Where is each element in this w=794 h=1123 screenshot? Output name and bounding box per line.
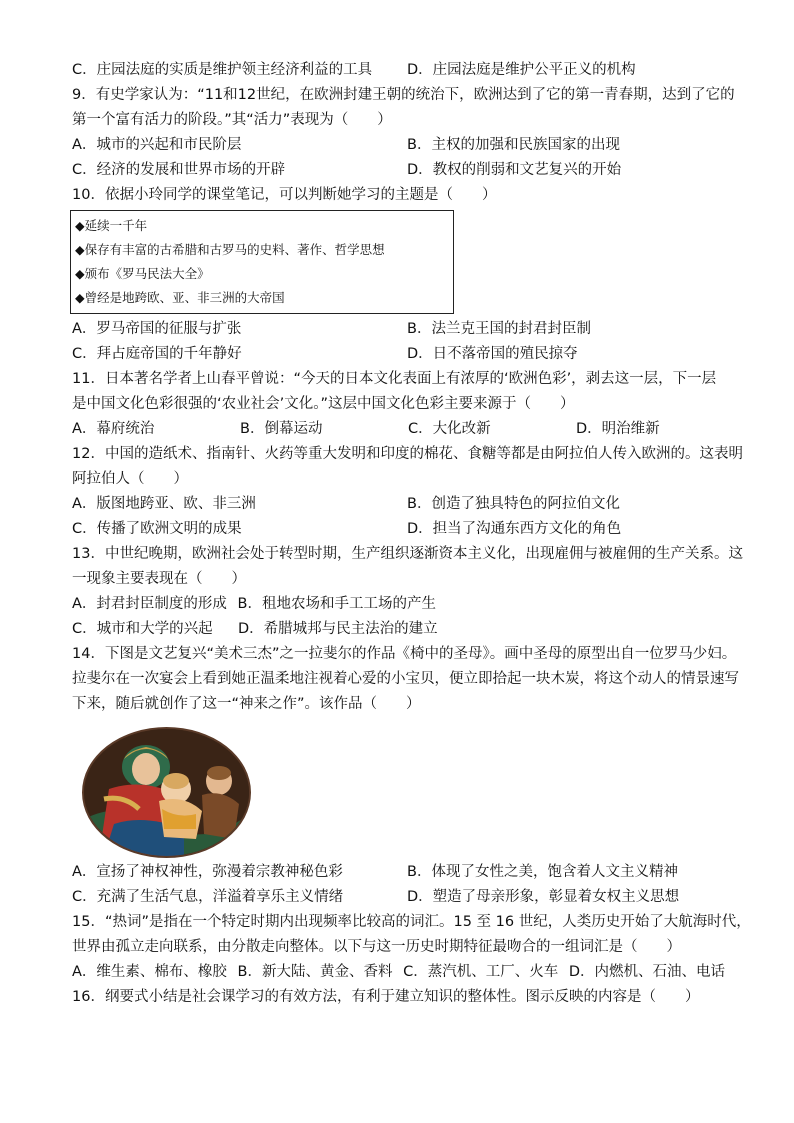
q14-stem-line3: 下来，随后就创作了这一“神来之作”。该作品（ ）: [72, 696, 421, 712]
q15-option-d[interactable]: D．内燃机、石油、电话: [568, 964, 725, 980]
q15-option-b[interactable]: B．新大陆、黄金、香料: [237, 964, 393, 980]
q10-option-b[interactable]: B．法兰克王国的封君封臣制: [407, 321, 591, 337]
note-item-4: ◆曾经是地跨欧、亚、非三洲的大帝国: [75, 290, 285, 305]
q9-stem-line1: 9．有史学家认为：“11和12世纪，在欧洲封建王朝的统治下，欧洲达到了它的第一青春期，达到了它的: [72, 87, 735, 103]
q12-option-d[interactable]: D．担当了沟通东西方文化的角色: [407, 521, 622, 537]
note-item-3: ◆颁布《罗马民法大全》: [75, 266, 210, 281]
exam-page: [72, 58, 752, 1010]
q8-option-d[interactable]: D．庄园法庭是维护公平正义的机构: [407, 62, 636, 78]
q13-stem-line2: 一现象主要表现在（ ）: [72, 571, 246, 587]
q10-stem: 10．依据小玲同学的课堂笔记，可以判断她学习的主题是（ ）: [72, 187, 497, 203]
q14-options-ab: [72, 860, 752, 885]
q12-option-b[interactable]: B．创造了独具特色的阿拉伯文化: [407, 496, 620, 512]
q13-options-cd: [72, 617, 752, 642]
q12-stem-line1: 12．中国的造纸术、指南针、火药等重大发明和印度的棉花、食糖等都是由阿拉伯人传入欧洲的。这表明: [72, 446, 743, 462]
q13-option-c[interactable]: C．城市和大学的兴起: [72, 621, 213, 637]
q11-option-d[interactable]: D．明治维新: [576, 421, 660, 437]
q10-options-cd: [72, 342, 752, 367]
q13-stem-line1: 13．中世纪晚期，欧洲社会处于转型时期，生产组织逐渐资本主义化，出现雇佣与被雇佣的生产关系。这: [72, 546, 743, 562]
q12-option-a[interactable]: A．版图地跨亚、欧、非三洲: [72, 496, 256, 512]
q9-options-ab: [72, 133, 752, 158]
question-8-options-cd: [72, 58, 752, 83]
q11-stem-line1: 11．日本著名学者上山春平曾说：“今天的日本文化表面上有浓厚的‘欧洲色彩’，剥去这一层，下一层: [72, 371, 717, 387]
q14-option-c[interactable]: C．充满了生活气息，洋溢着享乐主义情绪: [72, 889, 344, 905]
q11-stem-line2: 是中国文化色彩很强的‘农业社会’文化。”这层中国文化色彩主要来源于（ ）: [72, 396, 575, 412]
q10-option-c[interactable]: C．拜占庭帝国的千年静好: [72, 346, 242, 362]
q15-stem-line2: 世界由孤立走向联系，由分散走向整体。以下与这一历史时期特征最吻合的一组词汇是（ ）: [72, 939, 681, 955]
q15-stem-line1: 15．“热词”是指在一个特定时期内出现频率比较高的词汇。15 至 16 世纪，人类历史开始了大航海时代，: [72, 914, 751, 930]
q13-options-ab: [72, 592, 752, 617]
q12-stem-line2: 阿拉伯人（ ）: [72, 471, 188, 487]
q12-options-cd: [72, 517, 752, 542]
q9-option-b[interactable]: B．主权的加强和民族国家的出现: [407, 137, 620, 153]
q8-option-c[interactable]: C．庄园法庭的实质是维护领主经济利益的工具: [72, 62, 373, 78]
q13-option-b[interactable]: B．租地农场和手工工场的产生: [237, 596, 436, 612]
q10-option-d[interactable]: D．日不落帝国的殖民掠夺: [407, 346, 578, 362]
q14-stem-line2: 拉斐尔在一次宴会上看到她正温柔地注视着心爱的小宝贝，便立即拾起一块木炭，将这个动人的情景速写: [72, 671, 739, 687]
q9-option-c[interactable]: C．经济的发展和世界市场的开辟: [72, 162, 286, 178]
q11-option-a[interactable]: A．幕府统治: [72, 421, 155, 437]
class-notes-box: [70, 210, 454, 314]
q12-options-ab: [72, 492, 752, 517]
q15-option-a[interactable]: A．维生素、棉布、橡胶: [72, 964, 227, 980]
q9-option-a[interactable]: A．城市的兴起和市民阶层: [72, 137, 242, 153]
q14-options-cd: [72, 885, 752, 910]
q14-option-a[interactable]: A．宣扬了神权神性，弥漫着宗教神秘色彩: [72, 864, 343, 880]
note-item-2: ◆保存有丰富的古希腊和古罗马的史料、著作、哲学思想: [75, 242, 385, 257]
q10-options-ab: [72, 317, 752, 342]
q15-option-c[interactable]: C．蒸汽机、工厂、火车: [403, 964, 559, 980]
q9-options-cd: [72, 158, 752, 183]
q9-option-d[interactable]: D．教权的削弱和文艺复兴的开始: [407, 162, 622, 178]
madonna-painting-image: [82, 727, 251, 858]
q12-option-c[interactable]: C．传播了欧洲文明的成果: [72, 521, 242, 537]
q11-option-c[interactable]: C．大化改新: [408, 421, 491, 437]
q9-stem-line2: 第一个富有活力的阶段。”其“活力”表现为（ ）: [72, 112, 392, 128]
q10-option-a[interactable]: A．罗马帝国的征服与扩张: [72, 321, 242, 337]
q16-stem: 16．纲要式小结是社会课学习的有效方法，有利于建立知识的整体性。图示反映的内容是（ ）: [72, 989, 700, 1005]
q14-option-d[interactable]: D．塑造了母亲形象，彰显着女权主义思想: [407, 889, 680, 905]
q11-options: [72, 417, 752, 442]
note-item-1: ◆延续一千年: [75, 218, 148, 233]
q15-options: [72, 960, 752, 985]
q13-option-d[interactable]: D．希腊城邦与民主法治的建立: [238, 621, 438, 637]
madonna-della-seggiola-figure: [72, 717, 752, 860]
q13-option-a[interactable]: A．封君封臣制度的形成: [72, 596, 227, 612]
painting-illustration: [84, 729, 249, 856]
q11-option-b[interactable]: B．倒幕运动: [240, 421, 323, 437]
q14-stem-line1: 14．下图是文艺复兴“美术三杰”之一拉斐尔的作品《椅中的圣母》。画中圣母的原型出自一位罗马少妇。: [72, 646, 737, 662]
q14-option-b[interactable]: B．体现了女性之美，饱含着人文主义精神: [407, 864, 678, 880]
